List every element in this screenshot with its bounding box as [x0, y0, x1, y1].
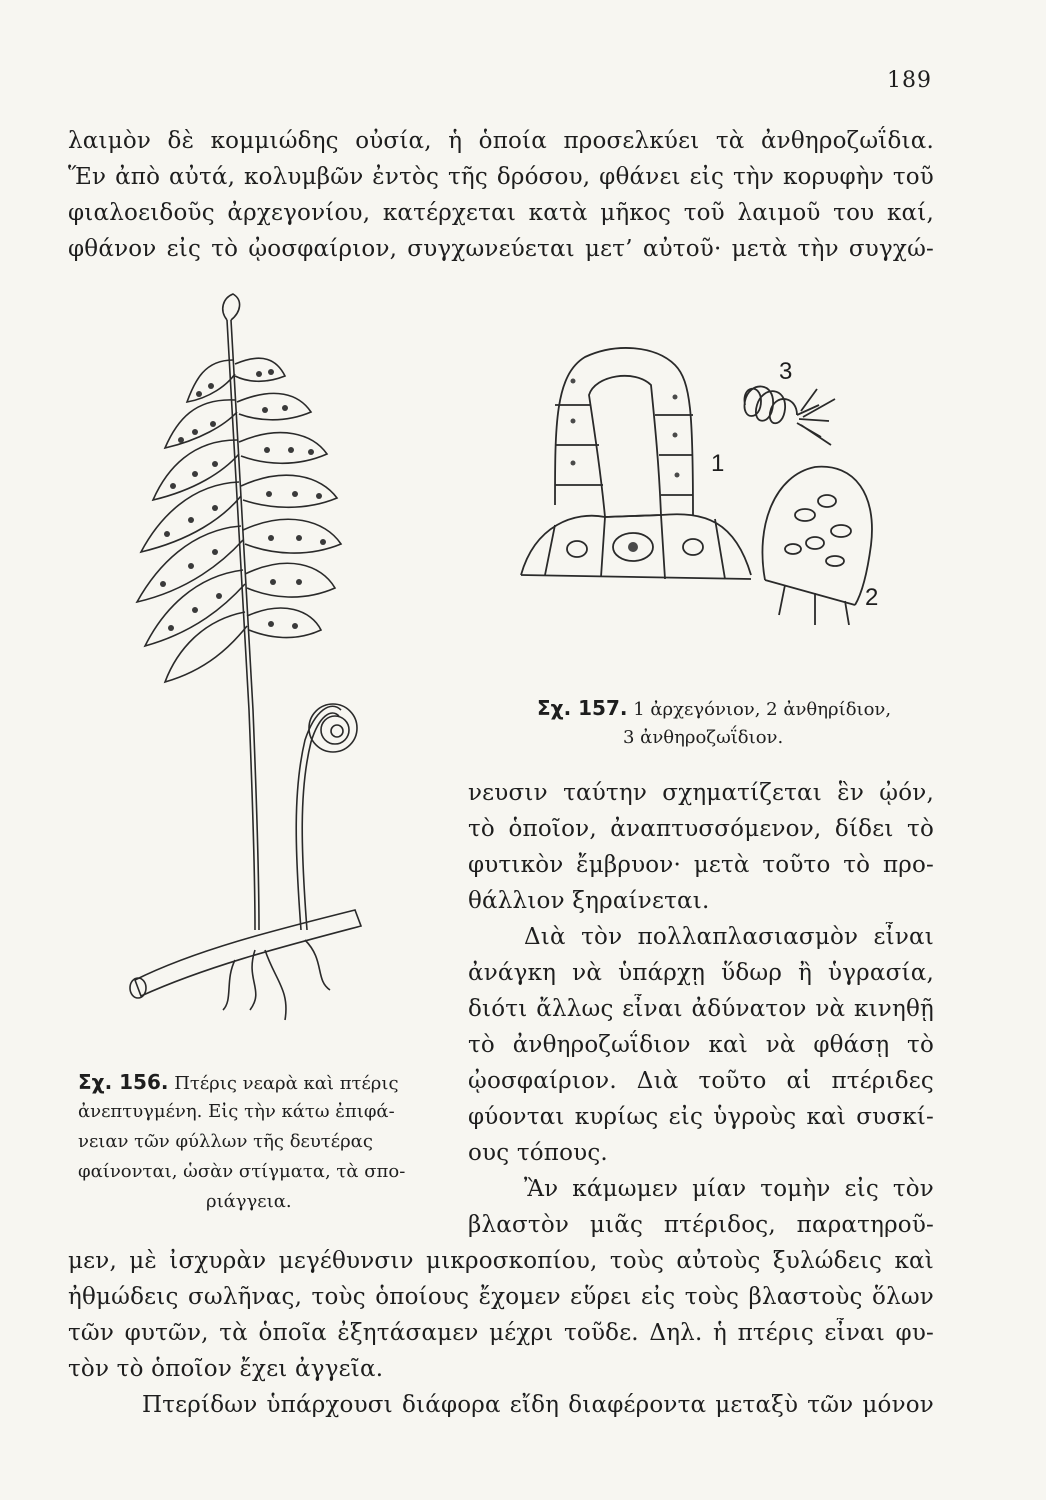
- text-line: Πτερίδων ὑπάρχουσι διάφορα εἴδη διαφέροντα μεταξὺ τῶν μόνον: [142, 1392, 934, 1418]
- caption-line: 1 ἀρχεγόνιον, 2 ἀνθηρίδιον,: [633, 699, 892, 720]
- text-line: ἠθμώδεις σωλῆνας, τοὺς ὁποίους ἔχομεν εὕρει εἰς τοὺς βλαστοὺς ὅλων: [68, 1284, 934, 1310]
- text-line: μεν, μὲ ἰσχυρὰν μεγέθυνσιν μικροσκοπίου, τοὺς αὐτοὺς ξυλώδεις καὶ: [68, 1248, 934, 1274]
- fern-illustration: [115, 290, 475, 1030]
- figure-part-label: 2: [865, 584, 879, 611]
- caption-line: Πτέρις νεαρὰ καὶ πτέρις: [174, 1073, 399, 1094]
- caption-line: 3 ἀνθηροζωΐδιον.: [623, 727, 784, 748]
- text-line: βλαστὸν μιᾶς πτέριδος, παρατηροῦ-: [468, 1212, 934, 1238]
- text-line: ους τόπους.: [468, 1140, 608, 1166]
- text-line: φιαλοειδοῦς ἀρχεγονίου, κατέρχεται κατὰ μῆκος τοῦ λαιμοῦ του καί,: [68, 200, 934, 226]
- text-line: ἀνάγκη νὰ ὑπάρχῃ ὕδωρ ἢ ὑγρασία,: [468, 960, 934, 986]
- figure-part-label: 3: [779, 358, 793, 385]
- figure-156-caption: [78, 1068, 399, 1098]
- text-line: διότι ἄλλως εἶναι ἀδύνατον νὰ κινηθῇ: [468, 996, 934, 1022]
- text-line: Διὰ τὸν πολλαπλασιασμὸν εἶναι: [524, 924, 934, 950]
- text-line: τὸ ὁποῖον, ἀναπτυσσόμενον, δίδει τὸ: [468, 816, 934, 842]
- figure-157-label: Σχ. 157.: [537, 696, 628, 720]
- caption-line: νειαν τῶν φύλλων τῆς δευτέρας: [78, 1131, 373, 1152]
- figure-156-label: Σχ. 156.: [78, 1070, 169, 1094]
- text-line: λαιμὸν δὲ κομμιώδης οὐσία, ἡ ὁποία προσελκύει τὰ ἀνθηροζωΐδια.: [68, 128, 934, 154]
- text-line: νευσιν ταύτην σχηματίζεται ἓν ᾠόν,: [468, 780, 934, 806]
- prothallium-illustration: [515, 335, 885, 625]
- text-line: τὸν τὸ ὁποῖον ἔχει ἀγγεῖα.: [68, 1356, 384, 1382]
- text-line: φθάνον εἰς τὸ ᾠοσφαίριον, συγχωνεύεται μετ’ αὐτοῦ· μετὰ τὴν συγχώ-: [68, 236, 934, 262]
- figure-part-label: 1: [711, 450, 725, 477]
- text-line: Ἂν κάμωμεν μίαν τομὴν εἰς τὸν: [524, 1176, 934, 1202]
- text-line: φυτικὸν ἔμβρυον· μετὰ τοῦτο τὸ προ-: [468, 852, 934, 878]
- text-line: ᾠοσφαίριον. Διὰ τοῦτο αἱ πτέριδες: [468, 1068, 934, 1094]
- text-line: τῶν φυτῶν, τὰ ὁποῖα ἐξητάσαμεν μέχρι τοῦδε. Δηλ. ἡ πτέρις εἶναι φυ-: [68, 1320, 934, 1346]
- page-number: 189: [887, 68, 932, 93]
- figure-157-caption: [537, 694, 891, 724]
- text-line: Ἕν ἀπὸ αὐτά, κολυμβῶν ἐντὸς τῆς δρόσου, φθάνει εἰς τὴν κορυφὴν τοῦ: [68, 164, 934, 190]
- text-line: θάλλιον ξηραίνεται.: [468, 888, 710, 914]
- text-line: φύονται κυρίως εἰς ὑγροὺς καὶ συσκί-: [468, 1104, 934, 1130]
- caption-line: φαίνονται, ὡσὰν στίγματα, τὰ σπο-: [78, 1161, 406, 1182]
- caption-line: ἀνεπτυγμένη. Εἰς τὴν κάτω ἐπιφά-: [78, 1101, 395, 1122]
- caption-line: ριάγγεια.: [206, 1191, 292, 1212]
- text-line: τὸ ἀνθηροζωΐδιον καὶ νὰ φθάσῃ τὸ: [468, 1032, 934, 1058]
